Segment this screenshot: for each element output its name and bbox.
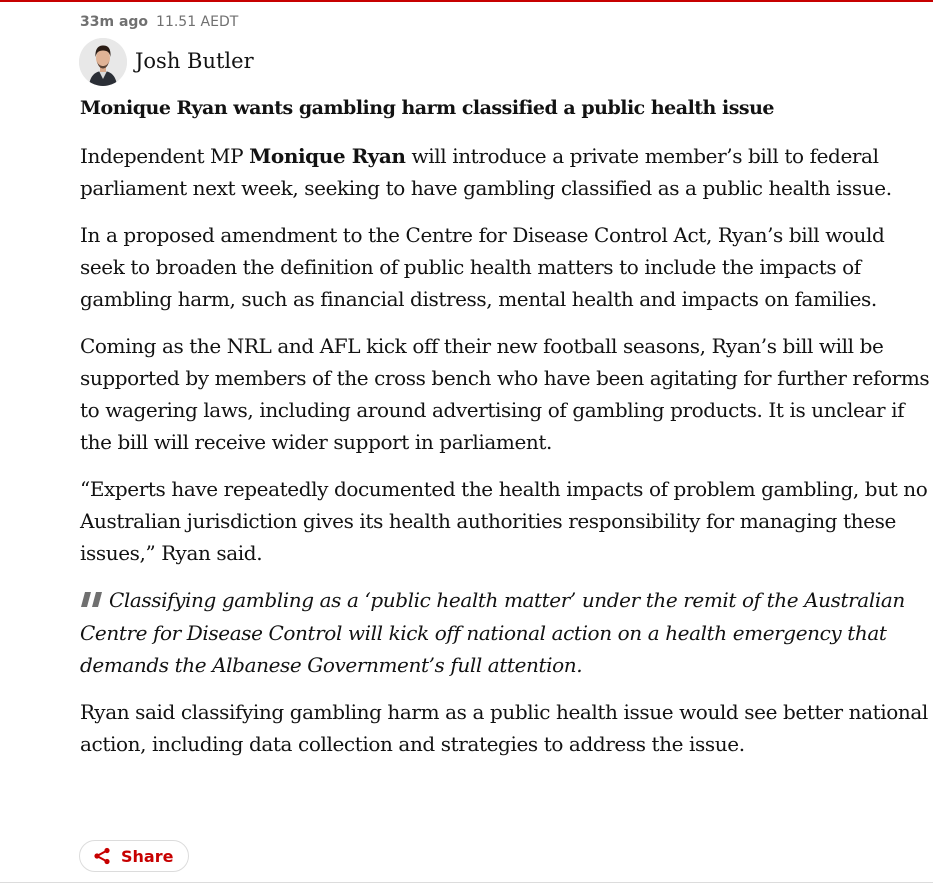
paragraph-1-rest: will introduce a private member’s bill to federal parliament next week, seeking to have gambling classified as a public health issue. bbox=[80, 144, 892, 200]
paragraph-2: In a proposed amendment to the Centre for Disease Control Act, Ryan’s bill would seek to broaden the definition of public health matters to include the impacts of gambling harm, such as financial distress, mental health and impacts on families. bbox=[80, 223, 885, 311]
pull-quote bbox=[80, 584, 930, 681]
timestamp: 11.51 AEDT bbox=[156, 14, 239, 30]
paragraph-1 bbox=[80, 140, 930, 204]
post-meta bbox=[80, 12, 238, 32]
top-rule bbox=[0, 0, 933, 2]
author-byline bbox=[79, 38, 254, 86]
paragraph-1-lead: Independent MP bbox=[80, 144, 250, 168]
share-label: Share bbox=[121, 846, 174, 866]
quote-mark-icon bbox=[80, 585, 103, 617]
time-ago[interactable]: 33m ago bbox=[80, 14, 149, 30]
bottom-rule bbox=[0, 882, 933, 883]
share-icon bbox=[93, 847, 111, 865]
paragraph-4: “Experts have repeatedly documented the health impacts of problem gambling, but no Australian jurisdiction gives its health authorities responsibility for managing these issues,” Ryan said. bbox=[80, 477, 928, 565]
pull-quote-text: Classifying gambling as a ‘public health matter’ under the remit of the Australian Centre for Disease Control will kick off national action on a health emergency that demands the Albanese Government’s full attention. bbox=[80, 588, 905, 677]
author-name[interactable]: Josh Butler bbox=[135, 49, 254, 73]
post-headline: Monique Ryan wants gambling harm classified a public health issue bbox=[80, 97, 774, 119]
paragraph-3: Coming as the NRL and AFL kick off their new football seasons, Ryan’s bill will be supported by members of the cross bench who have been agitating for further reforms to wagering laws, including around advertising of gambling products. It is unclear if the bill will receive wider support in parliament. bbox=[80, 334, 930, 454]
share-button[interactable] bbox=[79, 840, 189, 872]
author-avatar bbox=[79, 38, 127, 86]
post-body bbox=[80, 140, 930, 760]
person-name: Monique Ryan bbox=[249, 144, 406, 168]
author-portrait-icon bbox=[79, 38, 127, 86]
closing-paragraph: Ryan said classifying gambling harm as a public health issue would see better national action, including data collection and strategies to address the issue. bbox=[80, 700, 928, 756]
